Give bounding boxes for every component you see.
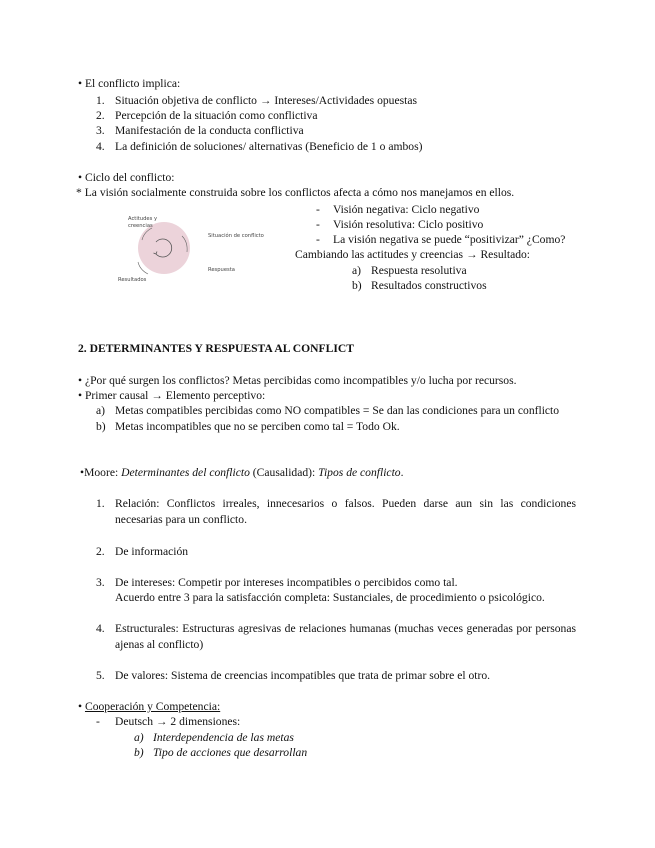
cycle-circle [138, 222, 190, 274]
conflict-cycle-diagram [112, 212, 282, 290]
list-number: 3. [96, 124, 105, 137]
conflict-implies-intro: • El conflicto implica: [78, 77, 181, 90]
list-item: Situación objetiva de conflicto → Intereses/Actividades opuestas [115, 94, 417, 107]
dash-item: La visión negativa se puede “positivizar” ¿Como? [333, 233, 566, 246]
dash-marker: - [316, 203, 320, 216]
list-number: 1. [96, 94, 105, 107]
coop-title: Cooperación y Competencia: [84, 700, 221, 713]
sub-letter: a) [96, 404, 106, 417]
why-conflicts: • ¿Por qué surgen los conflictos? Metas percibidas como incompatibles y/o lucha por recursos. [78, 374, 517, 387]
moore-dot: . [400, 466, 404, 479]
sub-item: Interdependencia de las metas [153, 731, 294, 744]
bullet: • [80, 466, 85, 479]
dash-item: Visión resolutiva: Ciclo positivo [333, 218, 484, 231]
dash-marker: - [96, 715, 100, 728]
list-item: De valores: Sistema de creencias incompatibles que trata de primar sobre el otro. [115, 669, 491, 682]
coop-line: • Cooperación y Competencia: [78, 700, 221, 713]
list-item: Relación: Conflictos irreales, innecesarios o falsos. Pueden darse aun sin las condiciones necesarias para un conflicto. [115, 497, 576, 526]
list-item: Manifestación de la conducta conflictiva [115, 124, 304, 137]
list-number: 3. [96, 576, 105, 589]
list-item: De intereses: Competir por intereses incompatibles o percibidos como tal. [115, 576, 458, 589]
cambiando-text: Cambiando las actitudes y creencias → Resultado: [295, 248, 531, 261]
moore-line [80, 466, 404, 480]
result-letter: a) [352, 264, 362, 277]
sub-item: Metas incompatibles que no se perciben como tal = Todo Ok. [115, 420, 400, 433]
list-number: 2. [96, 109, 105, 122]
result-item: Resultados constructivos [371, 279, 487, 292]
list-item: Estructurales: Estructuras agresivas de relaciones humanas (muchas veces generadas por personas ajenas al conflicto) [115, 622, 576, 651]
diagram-label-creencias: creencias [128, 223, 153, 229]
list-item: La definición de soluciones/ alternativas (Beneficio de 1 o ambos) [115, 140, 423, 153]
diagram-label-situacion: Situación de conflicto [208, 233, 264, 239]
moore-determinantes: Determinantes del conflicto [121, 466, 250, 479]
deutsch-line: Deutsch → 2 dimensiones: [115, 715, 241, 728]
list-item-extra: Acuerdo entre 3 para la satisfacción completa: Sustanciales, de procedimiento o psicológico. [115, 591, 545, 604]
list-number: 1. [96, 497, 105, 510]
sub-item: Tipo de acciones que desarrollan [153, 746, 308, 759]
dash-item: Visión negativa: Ciclo negativo [333, 203, 480, 216]
list-number: 5. [96, 669, 105, 682]
dash-marker: - [316, 233, 320, 246]
moore-tipos: Tipos de conflicto [318, 466, 401, 479]
list-number: 4. [96, 140, 105, 153]
dash-marker: - [316, 218, 320, 231]
moore-causalidad: (Causalidad): [249, 466, 319, 479]
section-2-heading: 2. DETERMINANTES Y RESPUESTA AL CONFLICT [78, 342, 354, 355]
moore-name: Moore: [84, 466, 122, 479]
sub-letter: b) [134, 746, 144, 759]
sub-letter: b) [96, 420, 106, 433]
list-item: Percepción de la situación como conflictiva [115, 109, 318, 122]
ciclo-title: • Ciclo del conflicto: [78, 171, 175, 184]
list-item: De información [115, 545, 189, 558]
result-letter: b) [352, 279, 362, 292]
sub-item: Metas compatibles percibidas como NO compatibles = Se dan las condiciones para un conflicto [115, 404, 560, 417]
list-number: 2. [96, 545, 105, 558]
sub-letter: a) [134, 731, 144, 744]
ciclo-note: * La visión socialmente construida sobre los conflictos afecta a cómo nos manejamos en ellos. [76, 186, 515, 199]
list-number: 4. [96, 622, 105, 635]
diagram-label-respuesta: Respuesta [208, 267, 235, 273]
diagram-label-actitudes: Actitudes y [128, 216, 158, 222]
diagram-label-resultados: Resultados [118, 277, 147, 283]
primer-causal: • Primer causal → Elemento perceptivo: [78, 389, 266, 402]
result-item: Respuesta resolutiva [371, 264, 467, 277]
